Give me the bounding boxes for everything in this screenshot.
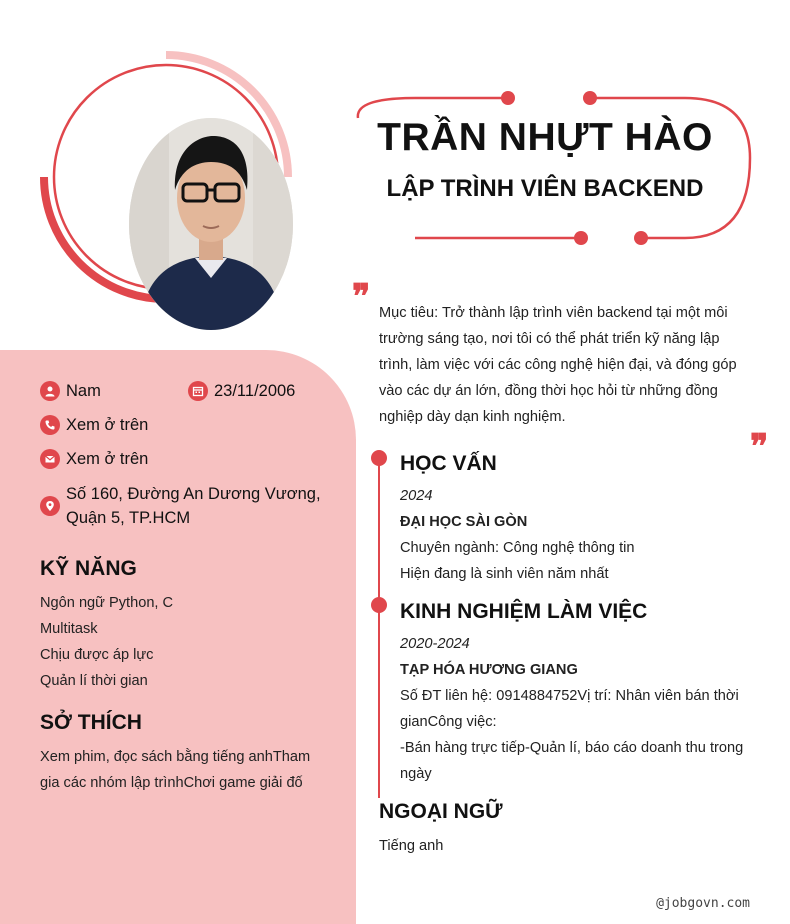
avatar-illustration [129,118,293,330]
career-objective: Mục tiêu: Trở thành lập trình viên backend tại một môi trường sáng tạo, nơi tôi có thể phát triển kỹ năng lập trình, làm việc với các công nghệ hiện đại, và đóng góp vào các dự án lớn, đồng thời học hỏi từ những đồng nghiệp dày dạn kinh nghiệm. [379,305,737,425]
mail-icon [40,449,60,469]
email-value: Xem ở trên [66,449,149,468]
education-major: Chuyên ngành: Công nghệ thông tin [400,540,635,556]
education-school: ĐẠI HỌC SÀI GÒN [400,514,528,530]
contact-gender [40,381,101,401]
address-value: Số 160, Đường An Dương Vương, Quận 5, TP.HCM [66,485,321,527]
skill-item: Ngôn ngữ Python, C [40,595,174,611]
languages-value: Tiếng anh [379,838,444,854]
timeline-line [378,458,380,798]
job-title: LẬP TRÌNH VIÊN BACKEND [386,175,704,202]
user-icon [40,381,60,401]
skill-item: Quản lí thời gian [40,673,148,689]
skill-item: Chịu được áp lực [40,647,154,663]
profile-photo-frame [40,50,292,300]
education-year: 2024 [400,488,433,504]
experience-detail: -Bán hàng trực tiếp-Quản lí, báo cáo doanh thu trong ngày [400,740,744,782]
experience-title: KINH NGHIỆM LÀM VIỆC [400,600,648,623]
contact-phone [40,415,148,435]
quote-open-icon: ❞ [352,277,371,317]
timeline-dot [371,450,387,466]
phone-icon [40,415,60,435]
contact-address [40,482,340,530]
gender-value: Nam [66,381,101,400]
skills-title: KỸ NĂNG [40,557,137,580]
quote-close-icon: ❞ [750,427,769,467]
watermark: @jobgovn.com [656,896,750,911]
languages-title: NGOẠI NGỮ [379,800,503,823]
calendar-icon [188,381,208,401]
education-status: Hiện đang là sinh viên năm nhất [400,566,609,582]
experience-entry [400,631,756,787]
education-entry [400,483,756,587]
header-frame-decor [355,88,755,248]
birthday-value: 23/11/2006 [214,381,296,400]
location-icon [40,496,60,516]
education-title: HỌC VẤN [400,452,497,475]
phone-value: Xem ở trên [66,415,149,434]
experience-detail: Số ĐT liên hệ: 0914884752Vị trí: Nhân viên bán thời gianCông việc: [400,688,739,730]
skill-item: Multitask [40,621,98,637]
hobbies-title: SỞ THÍCH [40,711,142,734]
avatar [129,118,293,330]
experience-company: TẠP HÓA HƯƠNG GIANG [400,662,578,678]
timeline-dot [371,597,387,613]
candidate-name: TRẦN NHỰT HÀO [377,116,713,159]
contact-email [40,449,148,469]
hobbies-text: Xem phim, đọc sách bằng tiếng anhTham gia các nhóm lập trìnhChơi game giải đố [40,749,311,791]
experience-years: 2020-2024 [400,636,470,652]
contact-birthday [188,381,295,401]
skills-list [40,590,340,694]
